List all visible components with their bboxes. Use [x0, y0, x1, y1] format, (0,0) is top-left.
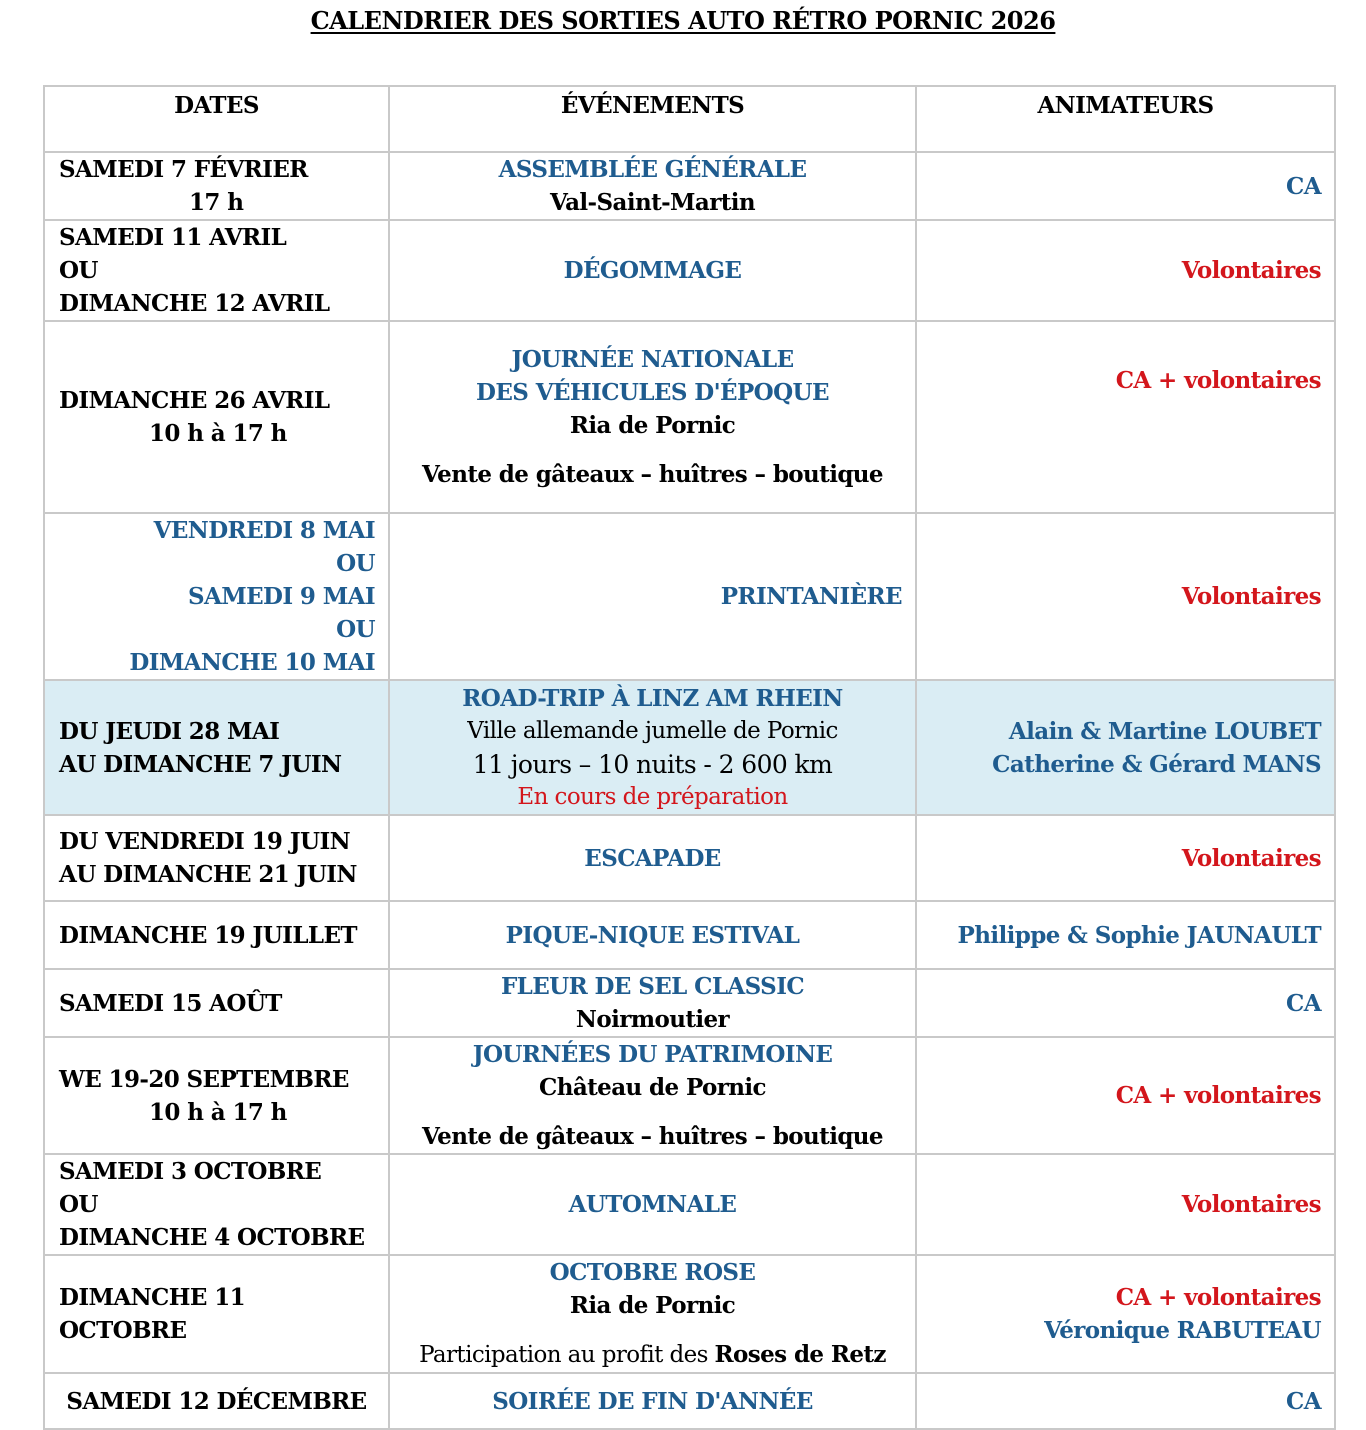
table-row [44, 1373, 1335, 1429]
event-cell [389, 321, 916, 513]
table-row [44, 1154, 1335, 1255]
event-place: Noirmoutier [575, 1006, 730, 1033]
event-title: JOURNÉE NATIONALE [511, 346, 794, 373]
event-cell [389, 152, 916, 220]
date-line: DU JEUDI 28 MAI [59, 717, 280, 745]
time-line: 17 h [189, 189, 244, 216]
event-title: AUTOMNALE [568, 1191, 737, 1218]
event-status: En cours de préparation [517, 783, 788, 810]
date-cell [44, 969, 389, 1037]
event-cell [389, 1373, 916, 1429]
table-row [44, 901, 1335, 969]
date-line: WE 19-20 SEPTEMBRE [59, 1065, 349, 1093]
date-line: DIMANCHE 26 AVRIL [59, 387, 330, 414]
hosts-cell [916, 513, 1335, 680]
event-place: Château de Pornic [539, 1074, 766, 1101]
event-title: ESCAPADE [584, 844, 721, 872]
date-cell [44, 152, 389, 220]
event-cell [389, 1255, 916, 1373]
event-cell [389, 815, 916, 901]
host-name: CA + volontaires [1115, 1082, 1321, 1109]
document-title [0, 6, 1366, 35]
hosts-cell [916, 1255, 1335, 1373]
date-line: SAMEDI 9 MAI [187, 583, 375, 610]
date-line: SAMEDI 12 DÉCEMBRE [66, 1387, 367, 1415]
date-line: VENDREDI 8 MAI [153, 517, 375, 544]
date-cell [44, 901, 389, 969]
event-title: PIQUE-NIQUE ESTIVAL [505, 921, 800, 949]
date-line: SAMEDI 11 AVRIL [59, 224, 287, 251]
event-title: DÉGOMMAGE [563, 257, 742, 284]
event-cell [389, 901, 916, 969]
header-events: ÉVÉNEMENTS [389, 86, 916, 152]
host-name: Philippe & Sophie JAUNAULT [957, 921, 1321, 949]
header-hosts: ANIMATEURS [916, 86, 1335, 152]
table-row [44, 969, 1335, 1037]
event-note: Vente de gâteaux – huîtres – boutique [422, 461, 883, 488]
table-row [44, 513, 1335, 680]
date-line: DIMANCHE 12 AVRIL [59, 290, 330, 317]
host-name: CA + volontaires [1115, 1284, 1321, 1311]
event-cell [389, 680, 916, 815]
event-cell [389, 1037, 916, 1154]
date-cell [44, 1154, 389, 1255]
header-dates: DATES [44, 86, 389, 152]
date-line: OU [59, 1191, 98, 1218]
hosts-cell [916, 680, 1335, 815]
date-line: SAMEDI 3 OCTOBRE [59, 1158, 322, 1185]
host-name: Catherine & Gérard MANS [992, 750, 1321, 778]
date-cell [44, 513, 389, 680]
date-line: DIMANCHE 4 OCTOBRE [59, 1224, 365, 1251]
hosts-cell [916, 969, 1335, 1037]
date-line: AU DIMANCHE 21 JUIN [59, 861, 357, 888]
hosts-cell [916, 1373, 1335, 1429]
table-row-highlighted [44, 680, 1335, 815]
host-name: CA [1286, 172, 1321, 200]
date-line: OU [336, 616, 375, 643]
date-line: DIMANCHE 10 MAI [129, 649, 375, 676]
date-line: DIMANCHE 19 JUILLET [59, 921, 357, 949]
event-title: DES VÉHICULES D'ÉPOQUE [476, 379, 829, 406]
host-name: Volontaires [1181, 257, 1321, 284]
host-name: Véronique RABUTEAU [1044, 1317, 1321, 1344]
header-row [44, 86, 1335, 152]
event-title: ASSEMBLÉE GÉNÉRALE [498, 156, 807, 183]
time-line: 10 h à 17 h [149, 420, 287, 447]
date-line: SAMEDI 15 AOÛT [59, 989, 282, 1017]
date-cell [44, 220, 389, 321]
host-name: Alain & Martine LOUBET [1008, 717, 1321, 745]
date-cell [44, 1255, 389, 1373]
hosts-cell [916, 1037, 1335, 1154]
hosts-cell [916, 815, 1335, 901]
host-name: Volontaires [1181, 583, 1321, 610]
event-title: SOIRÉE DE FIN D'ANNÉE [492, 1387, 813, 1415]
date-cell [44, 1037, 389, 1154]
event-note: Vente de gâteaux – huîtres – boutique [422, 1123, 883, 1150]
host-name: Volontaires [1181, 1191, 1321, 1218]
event-title: ROAD-TRIP À LINZ AM RHEIN [462, 684, 843, 712]
event-detail: Ville allemande jumelle de Pornic [467, 717, 838, 744]
event-note-beneficiary: Roses de Retz [714, 1341, 886, 1368]
table-row [44, 152, 1335, 220]
date-cell [44, 1373, 389, 1429]
event-title: JOURNÉES DU PATRIMOINE [472, 1041, 833, 1068]
date-line: OU [336, 550, 375, 577]
hosts-cell [916, 220, 1335, 321]
event-note-prefix: Participation au profit des [419, 1342, 715, 1368]
event-note [402, 1338, 903, 1372]
hosts-cell [916, 1154, 1335, 1255]
event-cell [389, 220, 916, 321]
event-title: OCTOBRE ROSE [549, 1259, 756, 1286]
date-cell [44, 815, 389, 901]
host-name: CA + volontaires [1115, 367, 1321, 394]
event-place: Ria de Pornic [569, 412, 736, 439]
event-title: FLEUR DE SEL CLASSIC [500, 973, 805, 1000]
table-row [44, 1255, 1335, 1373]
hosts-cell [916, 152, 1335, 220]
table-row [44, 321, 1335, 513]
date-line: OU [59, 257, 98, 284]
host-name: CA [1286, 1387, 1321, 1415]
events-calendar-table [43, 85, 1336, 1430]
time-line: 10 h à 17 h [149, 1098, 287, 1126]
date-line: AU DIMANCHE 7 JUIN [59, 750, 342, 778]
event-cell [389, 513, 916, 680]
event-title: PRINTANIÈRE [720, 583, 902, 610]
table-row [44, 220, 1335, 321]
date-line: SAMEDI 7 FÉVRIER [59, 156, 308, 183]
date-line: DIMANCHE 11 OCTOBRE [59, 1284, 246, 1344]
hosts-cell [916, 901, 1335, 969]
event-cell [389, 969, 916, 1037]
host-name: CA [1286, 989, 1321, 1017]
event-place: Val-Saint-Martin [549, 189, 756, 216]
date-cell [44, 321, 389, 513]
table-row [44, 1037, 1335, 1154]
date-cell [44, 680, 389, 815]
event-place: Ria de Pornic [569, 1292, 736, 1319]
table-row [44, 815, 1335, 901]
event-cell [389, 1154, 916, 1255]
date-line: DU VENDREDI 19 JUIN [59, 828, 351, 855]
event-detail: 11 jours – 10 nuits - 2 600 km [472, 749, 833, 779]
host-name: Volontaires [1181, 844, 1321, 872]
title-text: CALENDRIER DES SORTIES AUTO RÉTRO PORNIC 2026 [310, 6, 1056, 35]
hosts-cell [916, 321, 1335, 513]
